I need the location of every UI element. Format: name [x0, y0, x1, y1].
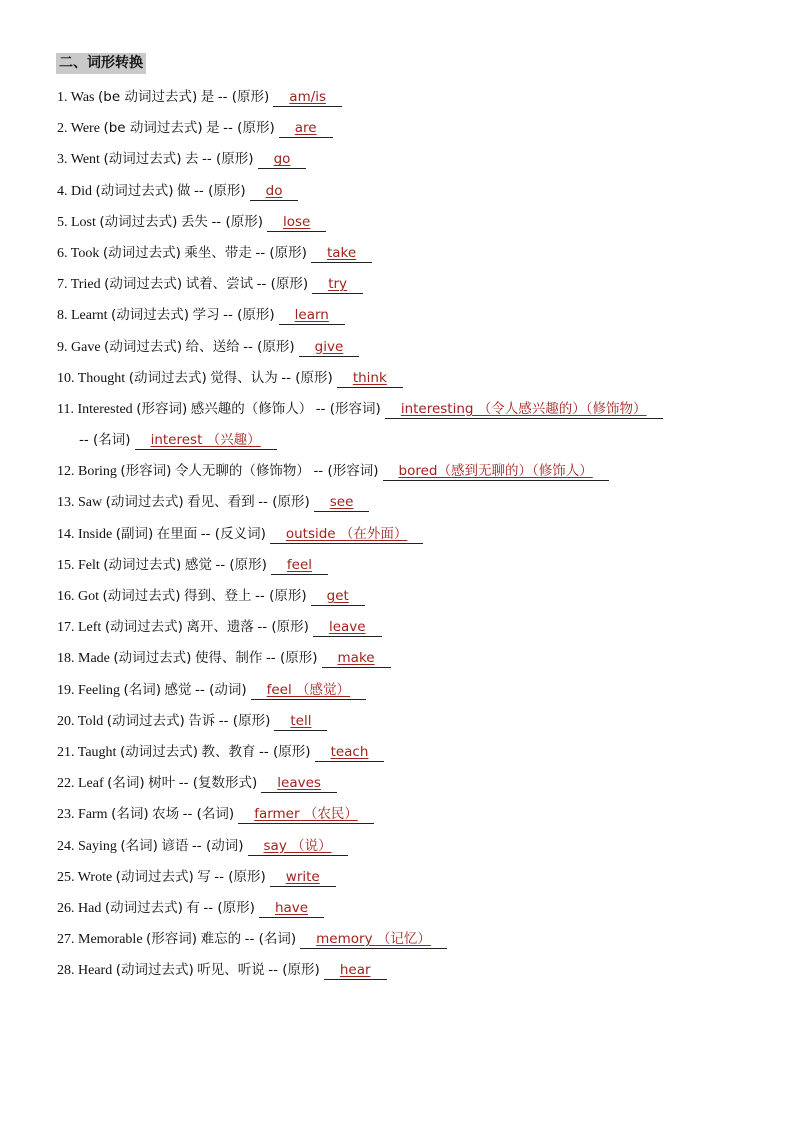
item-part-of-speech: (动词过去式)	[115, 962, 194, 979]
answer-blank[interactable]	[311, 588, 365, 606]
item-word: Saw	[78, 495, 103, 511]
exercise-item	[57, 176, 777, 207]
item-number: 12.	[57, 464, 75, 480]
exercise-item	[57, 581, 777, 612]
item-number: 27.	[57, 932, 75, 948]
item-part-of-speech: (动词过去式)	[104, 619, 183, 636]
item-word: Gave	[71, 339, 101, 355]
item-meaning: 乘坐、带走	[184, 244, 252, 261]
item-target-form: -- (原形)	[214, 868, 266, 885]
item-target-form: -- (原形)	[215, 556, 267, 573]
item-number: 3.	[57, 152, 68, 168]
item-meaning: 感兴趣的（修饰人）	[190, 400, 313, 417]
item-number: 10.	[57, 370, 75, 386]
exercise-list	[57, 82, 777, 986]
item-answer: interest （兴趣）	[150, 432, 261, 449]
item-word: Lost	[71, 214, 96, 230]
item-part-of-speech: (动词过去式)	[105, 494, 184, 511]
exercise-item	[57, 862, 777, 893]
item-answer: give	[314, 338, 344, 355]
exercise-item	[57, 456, 777, 487]
item-number: 28.	[57, 963, 75, 979]
item-word: Got	[78, 589, 99, 604]
item-target-form: -- (形容词)	[313, 463, 379, 480]
item-word: Boring	[78, 464, 117, 480]
item-part-of-speech: (动词过去式)	[102, 588, 181, 604]
exercise-item	[57, 924, 777, 955]
answer-blank[interactable]	[238, 806, 374, 824]
item-number: 11.	[57, 401, 74, 417]
item-number: 25.	[57, 869, 75, 885]
exercise-item	[57, 82, 777, 113]
item-meaning: 写	[197, 868, 211, 885]
answer-blank[interactable]	[270, 869, 336, 887]
item-part-of-speech: (动词过去式)	[103, 151, 182, 168]
item-word: Learnt	[71, 308, 108, 324]
item-word: Inside	[78, 526, 113, 542]
item-target-form: -- (原形)	[265, 650, 318, 667]
item-number: 7.	[57, 277, 68, 293]
answer-blank[interactable]	[315, 744, 385, 762]
item-part-of-speech: (动词过去式)	[111, 307, 190, 324]
item-word: Were	[70, 121, 100, 137]
item-word: Had	[78, 900, 102, 916]
item-meaning: 在里面	[156, 525, 198, 542]
item-answer: hear	[339, 962, 371, 979]
answer-blank[interactable]	[311, 245, 372, 263]
item-target-form: -- (原形)	[281, 369, 333, 386]
item-number: 24.	[57, 838, 75, 854]
item-word: Memorable	[78, 932, 143, 948]
item-number: 17.	[57, 620, 75, 636]
item-meaning: 使得、制作	[194, 650, 263, 667]
exercise-item	[57, 300, 777, 331]
item-number: 6.	[57, 245, 68, 261]
answer-blank[interactable]	[279, 120, 333, 138]
exercise-item	[57, 893, 777, 924]
item-target-form: -- (原形)	[217, 89, 270, 105]
item-part-of-speech: (名词)	[107, 775, 145, 792]
item-meaning: 感觉	[164, 681, 192, 698]
item-answer: write	[285, 868, 320, 885]
item-meaning: 觉得、认为	[210, 369, 278, 386]
exercise-subline	[57, 425, 777, 456]
item-meaning: 感觉	[184, 556, 212, 573]
answer-blank[interactable]	[383, 463, 609, 481]
item-target-form: -- (原形)	[256, 276, 309, 293]
item-answer: make	[337, 650, 375, 667]
item-answer: teach	[330, 743, 369, 760]
item-target-form: -- (原形)	[258, 494, 310, 511]
item-number: 8.	[57, 308, 68, 324]
item-meaning: 有	[186, 899, 200, 916]
item-target-form: -- (原形)	[243, 338, 295, 355]
item-answer: farmer （农民）	[254, 806, 358, 823]
item-word: Left	[78, 620, 102, 636]
item-target-form: -- (复数形式)	[178, 775, 258, 792]
item-word: Told	[77, 713, 104, 729]
exercise-item	[57, 144, 777, 175]
exercise-item	[57, 363, 777, 394]
answer-blank[interactable]	[299, 339, 360, 357]
item-part-of-speech: (动词过去式)	[115, 868, 194, 885]
item-answer: outside （在外面）	[285, 525, 408, 542]
item-word: Interested	[77, 401, 133, 417]
exercise-item	[57, 643, 777, 674]
answer-blank[interactable]	[313, 619, 382, 637]
item-number: 2.	[57, 121, 68, 137]
item-number: 26.	[57, 900, 75, 916]
item-meaning: 教、教育	[201, 743, 256, 760]
item-target-form: -- (动词)	[191, 837, 244, 854]
answer-blank[interactable]	[258, 151, 307, 169]
item-number: 5.	[57, 214, 68, 230]
exercise-item	[57, 207, 777, 238]
item-meaning: 听见、听说	[197, 962, 265, 979]
exercise-item	[57, 831, 777, 862]
item-answer: learn	[294, 307, 329, 324]
item-part-of-speech: (形容词)	[136, 400, 188, 417]
item-part-of-speech: (动词过去式)	[128, 369, 207, 386]
item-number: 23.	[57, 807, 75, 823]
item-answer: tell	[290, 712, 312, 729]
item-answer: do	[265, 182, 283, 199]
exercise-item	[57, 799, 777, 830]
item-target-form: -- (原形)	[258, 743, 311, 760]
item-meaning: 是	[200, 89, 215, 105]
item-meaning: 谚语	[161, 837, 189, 854]
item-target-form: -- (原形)	[194, 182, 246, 199]
item-number: 14.	[57, 526, 75, 542]
item-target-form: -- (名词)	[79, 432, 131, 449]
exercise-item	[57, 550, 777, 581]
item-number: 18.	[57, 651, 75, 667]
item-meaning: 去	[185, 151, 199, 168]
item-meaning: 丢失	[180, 213, 208, 230]
item-answer: am/is	[289, 89, 327, 105]
item-part-of-speech: (be 动词过去式)	[98, 89, 198, 105]
item-meaning: 令人无聊的（修饰物）	[174, 463, 310, 480]
item-number: 20.	[57, 713, 75, 729]
item-answer: have	[274, 899, 309, 916]
item-target-form: -- (名词)	[244, 931, 297, 948]
answer-blank[interactable]	[135, 432, 277, 450]
item-part-of-speech: (动词过去式)	[99, 213, 178, 230]
item-word: Made	[78, 651, 110, 667]
exercise-item	[57, 519, 777, 550]
item-answer: bored（感到无聊的）（修饰人）	[398, 463, 593, 480]
answer-blank[interactable]	[267, 214, 326, 232]
item-answer: lose	[283, 213, 311, 230]
answer-blank[interactable]	[270, 526, 424, 544]
answer-blank[interactable]	[324, 962, 387, 980]
answer-blank[interactable]	[337, 370, 403, 388]
item-answer: feel	[286, 556, 313, 573]
item-number: 15.	[57, 557, 75, 573]
item-target-form: -- (原形)	[203, 899, 255, 916]
answer-blank[interactable]	[300, 931, 447, 949]
exercise-item	[57, 487, 777, 518]
item-answer: try	[328, 276, 348, 293]
item-target-form: -- (动词)	[195, 681, 247, 698]
item-word: Thought	[77, 370, 126, 386]
exercise-item	[57, 955, 777, 986]
item-target-form: -- (原形)	[223, 307, 275, 324]
section-title: 二、词形转换	[56, 53, 146, 74]
item-word: Feeling	[78, 682, 120, 698]
answer-blank[interactable]	[271, 557, 328, 575]
item-word: Farm	[78, 807, 108, 823]
item-meaning: 得到、登上	[184, 588, 252, 604]
answer-blank[interactable]	[314, 494, 370, 512]
exercise-item	[57, 706, 777, 737]
item-word: Tried	[70, 277, 101, 293]
item-answer: memory （记忆）	[316, 931, 431, 948]
item-meaning: 做	[177, 182, 191, 199]
item-word: Did	[71, 183, 92, 199]
item-meaning: 告诉	[188, 712, 216, 729]
item-part-of-speech: (副词)	[115, 525, 154, 542]
item-part-of-speech: (动词过去式)	[95, 182, 174, 199]
answer-blank[interactable]	[250, 183, 299, 201]
answer-blank[interactable]	[312, 276, 363, 294]
item-meaning: 学习	[192, 307, 220, 324]
item-meaning: 农场	[152, 806, 180, 823]
item-target-form: -- (原形)	[255, 244, 307, 261]
item-target-form: -- (原形)	[257, 619, 309, 636]
answer-blank[interactable]	[248, 838, 348, 856]
item-target-form: -- (原形)	[223, 120, 275, 137]
item-part-of-speech: (be 动词过去式)	[103, 120, 203, 137]
item-part-of-speech: (动词过去式)	[103, 556, 182, 573]
exercise-item	[57, 332, 777, 363]
item-answer: take	[326, 244, 357, 261]
item-answer: think	[352, 369, 387, 386]
item-number: 21.	[57, 744, 75, 760]
item-answer: say （说）	[263, 837, 332, 854]
exercise-item	[57, 737, 777, 768]
item-meaning: 给、送给	[185, 338, 240, 355]
item-number: 9.	[57, 339, 68, 355]
exercise-item	[57, 675, 777, 706]
item-part-of-speech: (动词过去式)	[104, 338, 183, 355]
item-answer: get	[326, 588, 349, 604]
item-target-form: -- (形容词)	[315, 400, 381, 417]
item-word: Taught	[77, 744, 117, 760]
item-word: Was	[70, 90, 95, 105]
answer-blank[interactable]	[273, 89, 342, 107]
item-number: 16.	[57, 589, 75, 604]
item-meaning: 看见、看到	[187, 494, 255, 511]
item-part-of-speech: (动词过去式)	[104, 276, 183, 293]
item-answer: leaves	[277, 775, 321, 792]
item-word: Heard	[78, 963, 113, 979]
item-word: Saying	[78, 838, 117, 854]
item-meaning: 试着、尝试	[185, 276, 254, 293]
item-part-of-speech: (名词)	[123, 681, 162, 698]
exercise-item	[57, 394, 777, 425]
item-answer: see	[329, 494, 354, 511]
exercise-item	[57, 238, 777, 269]
item-answer: interesting （令人感兴趣的）（修饰物）	[400, 400, 647, 417]
answer-blank[interactable]	[251, 682, 366, 700]
item-target-form: -- (反义词)	[200, 525, 266, 542]
item-word: Felt	[78, 557, 100, 573]
item-word: Went	[70, 152, 100, 168]
item-part-of-speech: (形容词)	[146, 931, 198, 948]
item-answer: go	[273, 151, 291, 168]
exercise-item	[57, 768, 777, 799]
answer-blank[interactable]	[279, 307, 345, 325]
item-meaning: 树叶	[148, 775, 176, 792]
item-part-of-speech: (动词过去式)	[119, 743, 198, 760]
item-number: 1.	[57, 90, 68, 105]
item-part-of-speech: (动词过去式)	[113, 650, 192, 667]
item-part-of-speech: (名词)	[120, 837, 158, 854]
item-number: 13.	[57, 495, 75, 511]
item-part-of-speech: (形容词)	[120, 463, 172, 480]
item-part-of-speech: (动词过去式)	[104, 899, 183, 916]
exercise-item	[57, 612, 777, 643]
item-word: Leaf	[78, 776, 104, 792]
item-meaning: 难忘的	[200, 931, 242, 948]
item-target-form: -- (原形)	[255, 588, 307, 604]
item-part-of-speech: (动词过去式)	[102, 244, 181, 261]
item-target-form: -- (原形)	[202, 151, 254, 168]
item-number: 22.	[57, 776, 75, 792]
item-answer: are	[294, 120, 317, 137]
item-part-of-speech: (动词过去式)	[106, 712, 185, 729]
item-target-form: -- (原形)	[268, 962, 320, 979]
item-number: 19.	[57, 682, 75, 698]
exercise-item	[57, 269, 777, 300]
item-answer: feel （感觉）	[266, 681, 351, 698]
item-target-form: -- (名词)	[182, 806, 235, 823]
item-part-of-speech: (名词)	[111, 806, 149, 823]
item-word: Wrote	[77, 869, 113, 885]
answer-blank[interactable]	[322, 650, 391, 668]
item-target-form: -- (原形)	[211, 213, 264, 230]
item-number: 4.	[57, 183, 68, 199]
item-target-form: -- (原形)	[218, 712, 271, 729]
item-answer: leave	[328, 619, 366, 636]
item-meaning: 是	[206, 120, 220, 137]
answer-blank[interactable]	[385, 401, 663, 419]
answer-blank[interactable]	[274, 713, 327, 731]
item-word: Took	[70, 245, 100, 261]
item-meaning: 离开、遗落	[186, 619, 254, 636]
answer-blank[interactable]	[261, 775, 337, 793]
answer-blank[interactable]	[259, 900, 324, 918]
exercise-item	[57, 113, 777, 144]
